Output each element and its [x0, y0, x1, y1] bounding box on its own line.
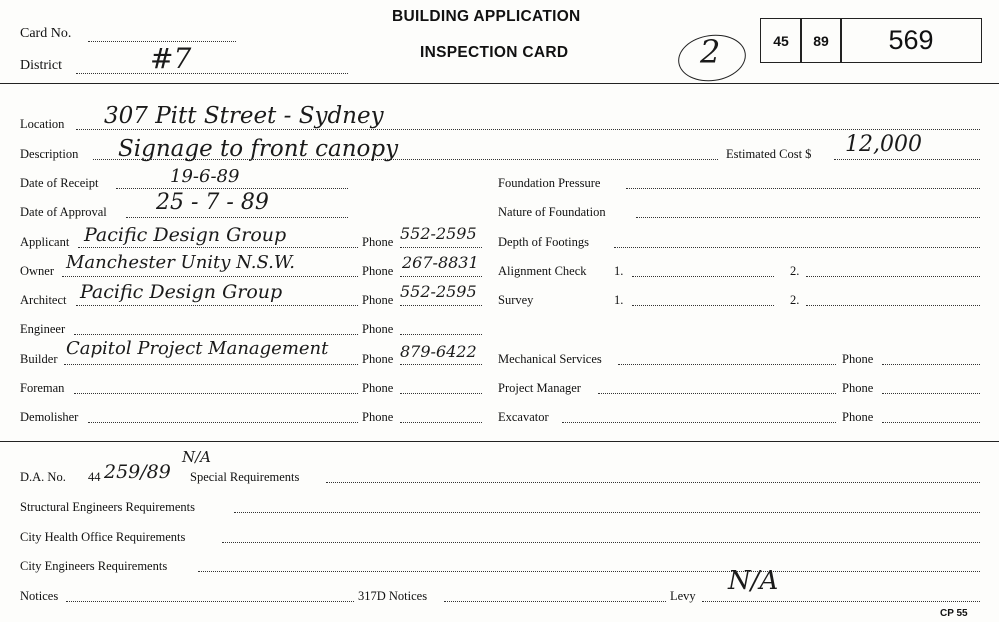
ref-box-3: 569 — [840, 18, 982, 63]
foreman-phone-field[interactable] — [400, 393, 482, 394]
mechanical-phone-label: Phone — [842, 352, 874, 366]
notices-317d-label: 317D Notices — [358, 589, 428, 603]
architect-phone-value: 552-2595 — [400, 282, 477, 301]
notices-field[interactable] — [66, 601, 354, 602]
estimated-cost-value: 12,000 — [845, 132, 922, 157]
structural-field[interactable] — [234, 512, 980, 513]
foundation-pressure-field[interactable] — [626, 188, 980, 189]
alignment-1-field[interactable] — [632, 276, 774, 277]
survey-2-field[interactable] — [806, 305, 980, 306]
levy-value: N/A — [728, 566, 779, 596]
architect-phone-label: Phone — [362, 293, 394, 307]
builder-phone-field[interactable] — [400, 364, 482, 365]
da-label: D.A. No. — [20, 470, 66, 484]
special-requirements-field[interactable] — [326, 482, 980, 483]
builder-phone-value: 879-6422 — [400, 342, 477, 361]
architect-phone-field[interactable] — [400, 305, 482, 306]
owner-phone-label: Phone — [362, 264, 394, 278]
owner-phone-field[interactable] — [400, 276, 482, 277]
demolisher-phone-label: Phone — [362, 410, 394, 424]
da-prefix: 44 — [88, 470, 101, 484]
owner-field[interactable] — [62, 276, 358, 277]
ref-box-1: 45 — [760, 18, 802, 63]
receipt-value: 19-6-89 — [170, 166, 240, 187]
alignment-2-field[interactable] — [806, 276, 980, 277]
da-value: 259/89 — [104, 461, 171, 483]
owner-label: Owner — [20, 264, 55, 278]
demolisher-field[interactable] — [88, 422, 358, 423]
levy-field[interactable] — [702, 601, 980, 602]
approval-label: Date of Approval — [20, 205, 107, 219]
health-field[interactable] — [222, 542, 980, 543]
engineer-field[interactable] — [74, 334, 358, 335]
applicant-phone-value: 552-2595 — [400, 224, 477, 243]
location-value: 307 Pitt Street - Sydney — [104, 103, 384, 129]
foreman-label: Foreman — [20, 381, 65, 395]
special-requirements-label: Special Requirements — [190, 470, 300, 484]
levy-label: Levy — [670, 589, 696, 603]
mechanical-label: Mechanical Services — [498, 352, 602, 366]
applicant-phone-label: Phone — [362, 235, 394, 249]
mechanical-phone-field[interactable] — [882, 364, 980, 365]
survey-label: Survey — [498, 293, 534, 307]
description-label: Description — [20, 147, 79, 161]
architect-value: Pacific Design Group — [80, 281, 283, 303]
excavator-phone-label: Phone — [842, 410, 874, 424]
structural-label: Structural Engineers Requirements — [20, 500, 195, 514]
builder-value: Capitol Project Management — [66, 338, 329, 359]
notices-label: Notices — [20, 589, 59, 603]
da-na-mark: N/A — [182, 448, 212, 466]
title-line-1: BUILDING APPLICATION — [392, 8, 581, 25]
builder-phone-label: Phone — [362, 352, 394, 366]
alignment-label: Alignment Check — [498, 264, 587, 278]
demolisher-phone-field[interactable] — [400, 422, 482, 423]
receipt-field[interactable] — [116, 188, 348, 189]
excavator-phone-field[interactable] — [882, 422, 980, 423]
nature-foundation-field[interactable] — [636, 217, 980, 218]
project-manager-phone-field[interactable] — [882, 393, 980, 394]
header-rule — [0, 83, 999, 84]
district-label: District — [20, 58, 62, 73]
circled-number: 2 — [700, 33, 721, 71]
excavator-field[interactable] — [562, 422, 836, 423]
title-line-2: INSPECTION CARD — [420, 44, 569, 61]
foreman-phone-label: Phone — [362, 381, 394, 395]
district-value: #7 — [150, 42, 192, 75]
district-field[interactable] — [76, 73, 348, 74]
architect-field[interactable] — [76, 305, 358, 306]
project-manager-field[interactable] — [598, 393, 836, 394]
form-code: CP 55 — [940, 608, 968, 619]
depth-footings-label: Depth of Footings — [498, 235, 589, 249]
ref-box-2: 89 — [800, 18, 842, 63]
engineer-phone-field[interactable] — [400, 334, 482, 335]
project-manager-label: Project Manager — [498, 381, 581, 395]
section-rule — [0, 441, 999, 442]
demolisher-label: Demolisher — [20, 410, 79, 424]
city-engineers-label: City Engineers Requirements — [20, 559, 168, 573]
mechanical-field[interactable] — [618, 364, 836, 365]
notices-317d-field[interactable] — [444, 601, 666, 602]
survey-1-label: 1. — [614, 293, 624, 307]
project-manager-phone-label: Phone — [842, 381, 874, 395]
applicant-field[interactable] — [78, 247, 358, 248]
excavator-label: Excavator — [498, 410, 549, 424]
approval-value: 25 - 7 - 89 — [156, 190, 269, 215]
survey-1-field[interactable] — [632, 305, 774, 306]
owner-phone-value: 267-8831 — [402, 253, 479, 272]
foundation-pressure-label: Foundation Pressure — [498, 176, 601, 190]
foreman-field[interactable] — [74, 393, 358, 394]
nature-foundation-label: Nature of Foundation — [498, 205, 606, 219]
engineer-phone-label: Phone — [362, 322, 394, 336]
applicant-value: Pacific Design Group — [84, 224, 287, 246]
builder-label: Builder — [20, 352, 58, 366]
depth-footings-field[interactable] — [614, 247, 980, 248]
architect-label: Architect — [20, 293, 67, 307]
estimated-cost-field[interactable] — [834, 159, 980, 160]
alignment-1-label: 1. — [614, 264, 624, 278]
health-label: City Health Office Requirements — [20, 530, 186, 544]
description-value: Signage to front canopy — [118, 136, 399, 162]
card-no-label: Card No. — [20, 26, 72, 41]
survey-2-label: 2. — [790, 293, 800, 307]
receipt-label: Date of Receipt — [20, 176, 99, 190]
city-engineers-field[interactable] — [198, 571, 980, 572]
estimated-cost-label: Estimated Cost $ — [726, 147, 812, 161]
approval-field[interactable] — [126, 217, 348, 218]
location-label: Location — [20, 117, 65, 131]
applicant-phone-field[interactable] — [400, 247, 482, 248]
applicant-label: Applicant — [20, 235, 70, 249]
alignment-2-label: 2. — [790, 264, 800, 278]
location-field[interactable] — [76, 129, 980, 130]
builder-field[interactable] — [64, 364, 358, 365]
owner-value: Manchester Unity N.S.W. — [66, 252, 295, 273]
engineer-label: Engineer — [20, 322, 66, 336]
